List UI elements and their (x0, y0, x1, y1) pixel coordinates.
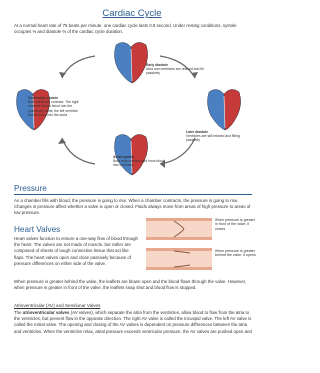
pressure-heading: Pressure (14, 184, 47, 193)
later-diastole-text: Ventricles are still relaxed and filling passively (186, 134, 240, 143)
vessel-wall (146, 267, 212, 270)
atrial-systole-text: Both atria contract and force blood into ventricles (113, 159, 165, 168)
vessel-lumen (146, 221, 212, 237)
valve-open-note: If/hen pressure is greater behind the valve, it opens (215, 249, 256, 258)
vessel-wall (146, 218, 212, 221)
atrial-systole-label (113, 155, 171, 168)
valve-closed-note: If/hen pressure is greater in front of the valve, it closes (215, 218, 255, 231)
heart-valves-paragraph: Heart valves function to ensure a one-way flow of blood through the heart. The valves are not made of muscle, but rather are composed of sheets of tough connective tissue that act like flaps. The heart valves open and close passively because of pressure differences on either side of the valve. (14, 236, 138, 266)
later-diastole-title: Later diastole (186, 130, 209, 134)
cycle-arrow (62, 138, 95, 164)
ventricular-systole-label (28, 96, 84, 117)
av-section-paragraph (14, 310, 252, 335)
heart-early-diastole (114, 42, 147, 83)
valve-open-diagram (146, 248, 212, 270)
atrial-systole-title: Atrial systole (113, 155, 135, 159)
later-diastole-label (186, 130, 246, 143)
ventricular-systole-title: Ventricular systole (28, 96, 59, 100)
av-body-text: (AV valves), which separate the atria from the ventricles, allow blood to flow from the atria to the ventricles, but prevent flow in the opposite direction. The right AV valve is called the tricuspid valve. The left AV valve is called the mitral valve. The opening and closing of the AV valves is dependent on pressure differences between the atria and ventricles. When the ventricles relax, atrial pressure exceeds ventricular pressure, the AV valves are pushed open and (14, 310, 252, 334)
heart-valves-heading: Heart Valves (14, 225, 61, 234)
av-section-heading: Atrioventricular (AV) and Semilunar Valves (14, 303, 101, 308)
vessel-wall (146, 237, 212, 240)
av-lead-text: The (14, 310, 23, 315)
early-diastole-label (146, 63, 206, 76)
early-diastole-title: Early diastole (146, 63, 169, 67)
cycle-arrow (62, 56, 95, 78)
early-diastole-text: Atria and ventricles are relaxed and fill passively (146, 67, 204, 76)
pressure-paragraph: As a chamber fills with blood, the pressure is going to rise. When a chamber contracts, the pressure is going to rise. Changes in pressure affect whether a valve is open or closed. Fluids always move from areas of high pressure to areas of low pressure. (14, 198, 251, 216)
valve-pressure-paragraph: When pressure is greater behind the valve, the leaflets are blown open and the blood flows through the valve. However, when pressure is greater in front of the valve, the leaflets snap shut and blood flow is stopped. (14, 279, 247, 291)
ventricular-systole-text: Both ventricles contract. The right ventricle forces blood into the pulmonary trunk; the left ventricle forces blood into the aorta (28, 100, 79, 117)
vessel-lumen (146, 251, 212, 267)
valve-closed-diagram (146, 218, 212, 240)
page-title: Cardiac Cycle (102, 8, 162, 19)
intro-paragraph: At a normal heart rate of 75 beats per minute, one cardiac cycle lasts 0.8 second. Under resting conditions, systole occupies ⅓ and diastole ⅔ of the cardiac cycle duration. (14, 23, 237, 35)
av-bold-term: atrioventricular valves (22, 310, 70, 315)
pressure-divider (14, 194, 252, 195)
vessel-wall (146, 248, 212, 251)
heart-later-diastole (207, 89, 240, 130)
